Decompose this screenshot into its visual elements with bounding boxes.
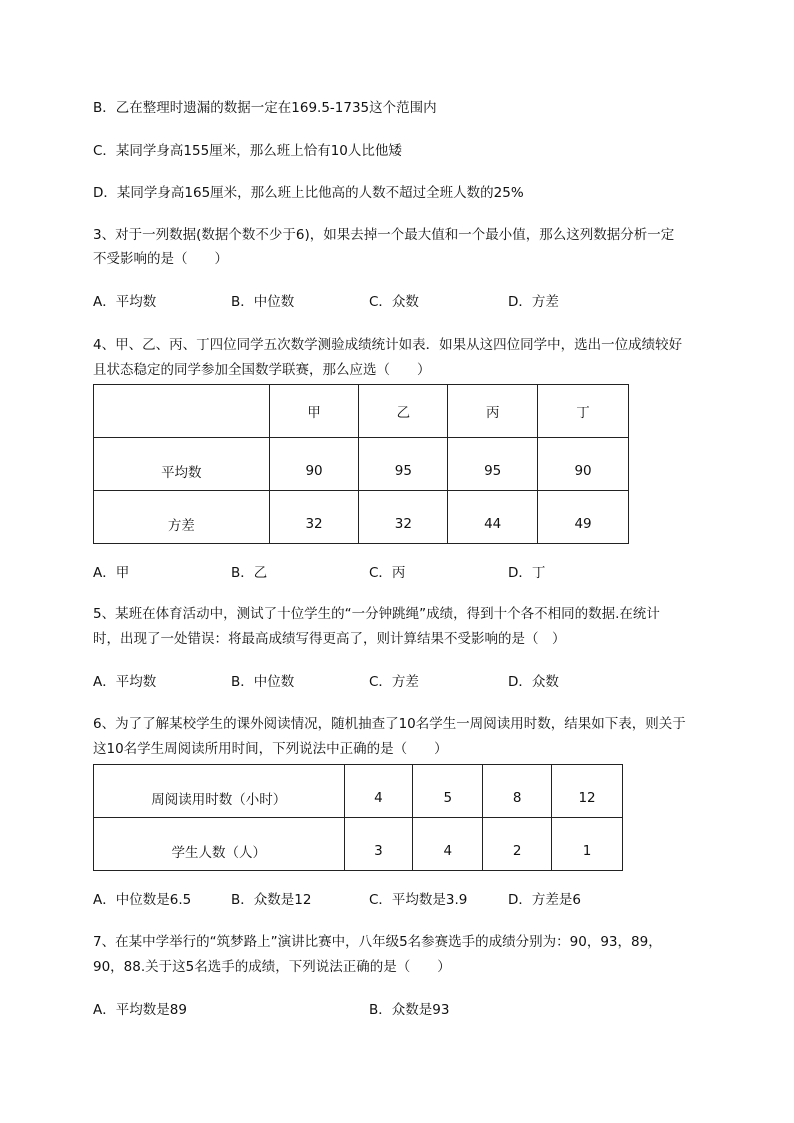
- option-a[interactable]: A．平均数: [93, 294, 157, 310]
- question-7-line-2: 90，88.关于这5名选手的成绩，下列说法正确的是（ ）: [93, 959, 451, 975]
- table-header-row: [94, 385, 629, 438]
- table-cell: 3: [344, 818, 413, 871]
- table-cell: 95: [359, 438, 448, 491]
- table-cell: 49: [538, 491, 629, 544]
- option-a[interactable]: A．平均数是89: [93, 1002, 187, 1018]
- option-b[interactable]: B．众数是12: [231, 892, 312, 908]
- table-cell: 1: [552, 818, 623, 871]
- option-d[interactable]: D．丁: [508, 565, 546, 581]
- question-5-line-2: 时，出现了一处错误：将最高成绩写得更高了，则计算结果不受影响的是（ ）: [93, 631, 566, 647]
- table-cell: 90: [538, 438, 629, 491]
- question-3-line-2: 不受影响的是（ ）: [93, 251, 228, 267]
- option-b[interactable]: B．众数是93: [369, 1002, 450, 1018]
- question-4-line-2: 且状态稳定的同学参加全国数学联赛，那么应选（ ）: [93, 362, 431, 378]
- option-b[interactable]: B．乙: [231, 565, 268, 581]
- table-cell: 32: [269, 491, 359, 544]
- table-row: [94, 765, 623, 818]
- table-cell: 12: [552, 765, 623, 818]
- question-6-line-2: 这10名学生周阅读所用时间，下列说法中正确的是（ ）: [93, 741, 448, 757]
- option-a[interactable]: A．平均数: [93, 674, 157, 690]
- question-3-line-1: 3、对于一列数据(数据个数不少于6)，如果去掉一个最大值和一个最小值，那么这列数据分析一定: [93, 227, 675, 243]
- option-a[interactable]: A．甲: [93, 565, 130, 581]
- option-c[interactable]: C．平均数是3.9: [369, 892, 468, 908]
- table-header-cell: 丁: [538, 385, 629, 438]
- option-d-previous: D．某同学身高165厘米，那么班上比他高的人数不超过全班人数的25%: [93, 185, 524, 201]
- table-row-label: 周阅读用时数（小时）: [94, 765, 345, 818]
- option-b[interactable]: B．中位数: [231, 294, 295, 310]
- option-c[interactable]: C．丙: [369, 565, 406, 581]
- table-cell: 2: [483, 818, 552, 871]
- option-b-previous: B．乙在整理时遗漏的数据一定在169.5-1735这个范围内: [93, 100, 437, 116]
- table-cell: 44: [448, 491, 538, 544]
- table-row-label: 方差: [94, 491, 270, 544]
- question-6-line-1: 6、为了了解某校学生的课外阅读情况，随机抽查了10名学生一周阅读用时数，结果如下表，则关于: [93, 716, 686, 732]
- question-5-line-1: 5、某班在体育活动中，测试了十位学生的“一分钟跳绳”成绩，得到十个各不相同的数据.在统计: [93, 606, 660, 622]
- table-row: [94, 818, 623, 871]
- option-c-previous: C．某同学身高155厘米，那么班上恰有10人比他矮: [93, 143, 402, 159]
- table-cell: 4: [344, 765, 413, 818]
- table-header-cell: 丙: [448, 385, 538, 438]
- question-7-line-1: 7、在某中学举行的“筑梦路上”演讲比赛中，八年级5名参赛选手的成绩分别为：90，93，89，: [93, 934, 662, 950]
- table-header-cell: 甲: [269, 385, 359, 438]
- option-d[interactable]: D．方差: [508, 294, 559, 310]
- table-cell: 5: [413, 765, 483, 818]
- option-a[interactable]: A．中位数是6.5: [93, 892, 192, 908]
- table-cell: 95: [448, 438, 538, 491]
- option-c[interactable]: C．方差: [369, 674, 419, 690]
- table-cell: 32: [359, 491, 448, 544]
- option-d[interactable]: D．方差是6: [508, 892, 581, 908]
- table-row-label: 学生人数（人）: [94, 818, 345, 871]
- table-row-label: 平均数: [94, 438, 270, 491]
- table-row: [94, 438, 629, 491]
- question-4-line-1: 4、甲、乙、丙、丁四位同学五次数学测验成绩统计如表．如果从这四位同学中，选出一位成绩较好: [93, 337, 683, 353]
- table-cell: 4: [413, 818, 483, 871]
- option-d[interactable]: D．众数: [508, 674, 559, 690]
- table-row: [94, 491, 629, 544]
- q6-reading-table: [93, 764, 623, 871]
- table-header-cell: 乙: [359, 385, 448, 438]
- option-b[interactable]: B．中位数: [231, 674, 295, 690]
- table-cell: [94, 385, 270, 438]
- table-cell: 90: [269, 438, 359, 491]
- option-c[interactable]: C．众数: [369, 294, 419, 310]
- table-cell: 8: [483, 765, 552, 818]
- q4-score-table: [93, 384, 629, 544]
